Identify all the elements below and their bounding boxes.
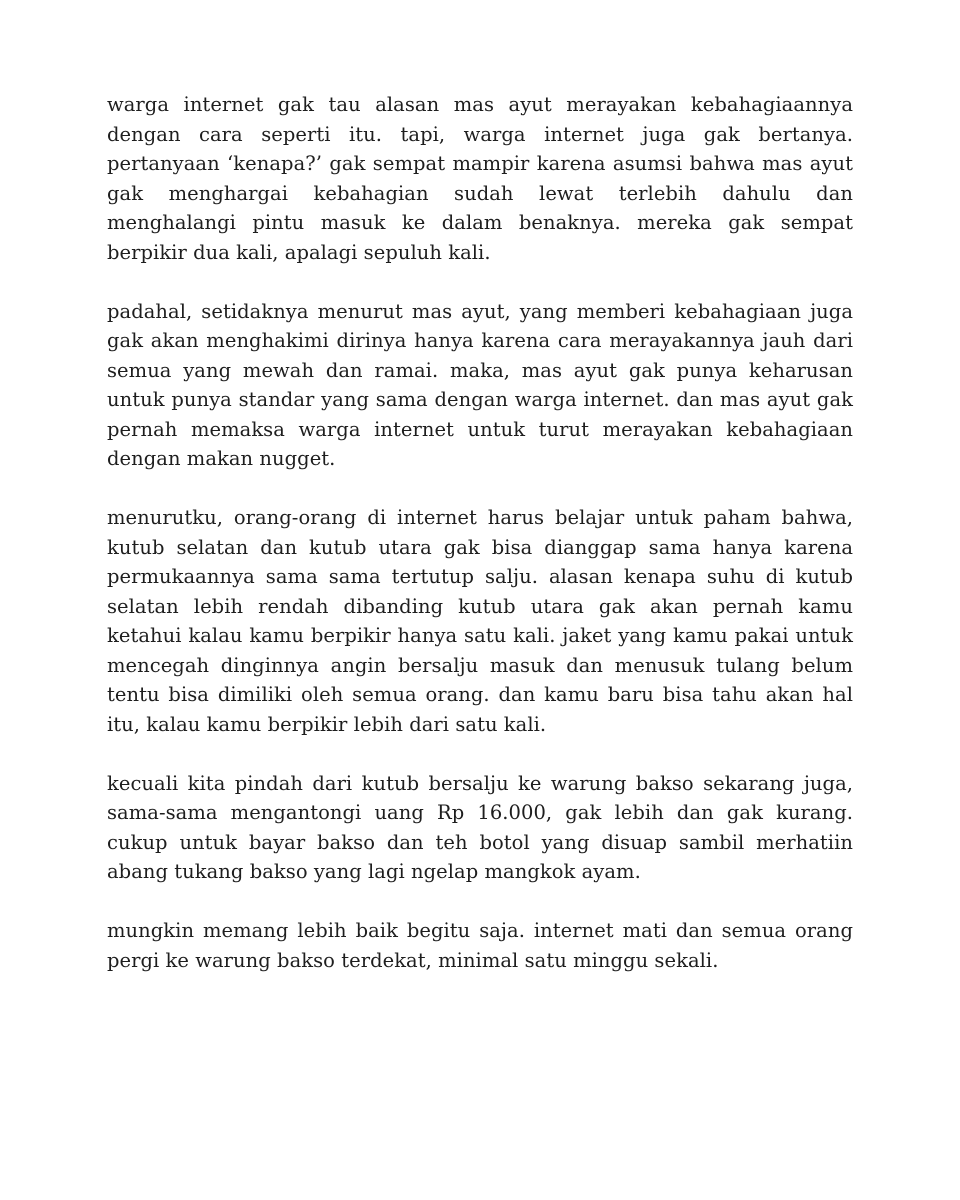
paragraph: mungkin memang lebih baik begitu saja. internet mati dan semua orang pergi ke warung bakso terdekat, minimal satu minggu sekali. xyxy=(107,919,853,972)
paragraph: warga internet gak tau alasan mas ayut merayakan kebahagiaannya dengan cara seperti itu. tapi, warga internet juga gak bertanya. pertanyaan ‘kenapa?’ gak sempat mampir karena asumsi bahwa mas ayut gak menghargai kebahagian sudah lewat terlebih dahulu dan menghalangi pintu masuk ke dalam benaknya. mereka gak sempat berpikir dua kali, apalagi sepuluh kali. xyxy=(107,93,853,264)
paragraph: padahal, setidaknya menurut mas ayut, yang memberi kebahagiaan juga gak akan menghakimi dirinya hanya karena cara merayakannya jauh dari semua yang mewah dan ramai. maka, mas ayut gak punya keharusan untuk punya standar yang sama dengan warga internet. dan mas ayut gak pernah memaksa warga internet untuk turut merayakan kebahagiaan dengan makan nugget. xyxy=(107,299,853,470)
paragraph: kecuali kita pindah dari kutub bersalju ke warung bakso sekarang juga, sama-sama mengantongi uang Rp 16.000, gak lebih dan gak kurang. cukup untuk bayar bakso dan teh botol yang disuap sambil merhatiin abang tukang bakso yang lagi ngelap mangkok ayam. xyxy=(107,771,853,883)
paragraph: menurutku, orang-orang di internet harus belajar untuk paham bahwa, kutub selatan dan kutub utara gak bisa dianggap sama hanya karena permukaannya sama sama tertutup salju. alasan kenapa suhu di kutub selatan lebih rendah dibanding kutub utara gak akan pernah kamu ketahui kalau kamu berpikir hanya satu kali. jaket yang kamu pakai untuk mencegah dinginnya angin bersalju masuk dan menusuk tulang belum tentu bisa dimiliki oleh semua orang. dan kamu baru bisa tahu akan hal itu, kalau kamu berpikir lebih dari satu kali. xyxy=(107,506,853,736)
article-body xyxy=(107,90,853,975)
